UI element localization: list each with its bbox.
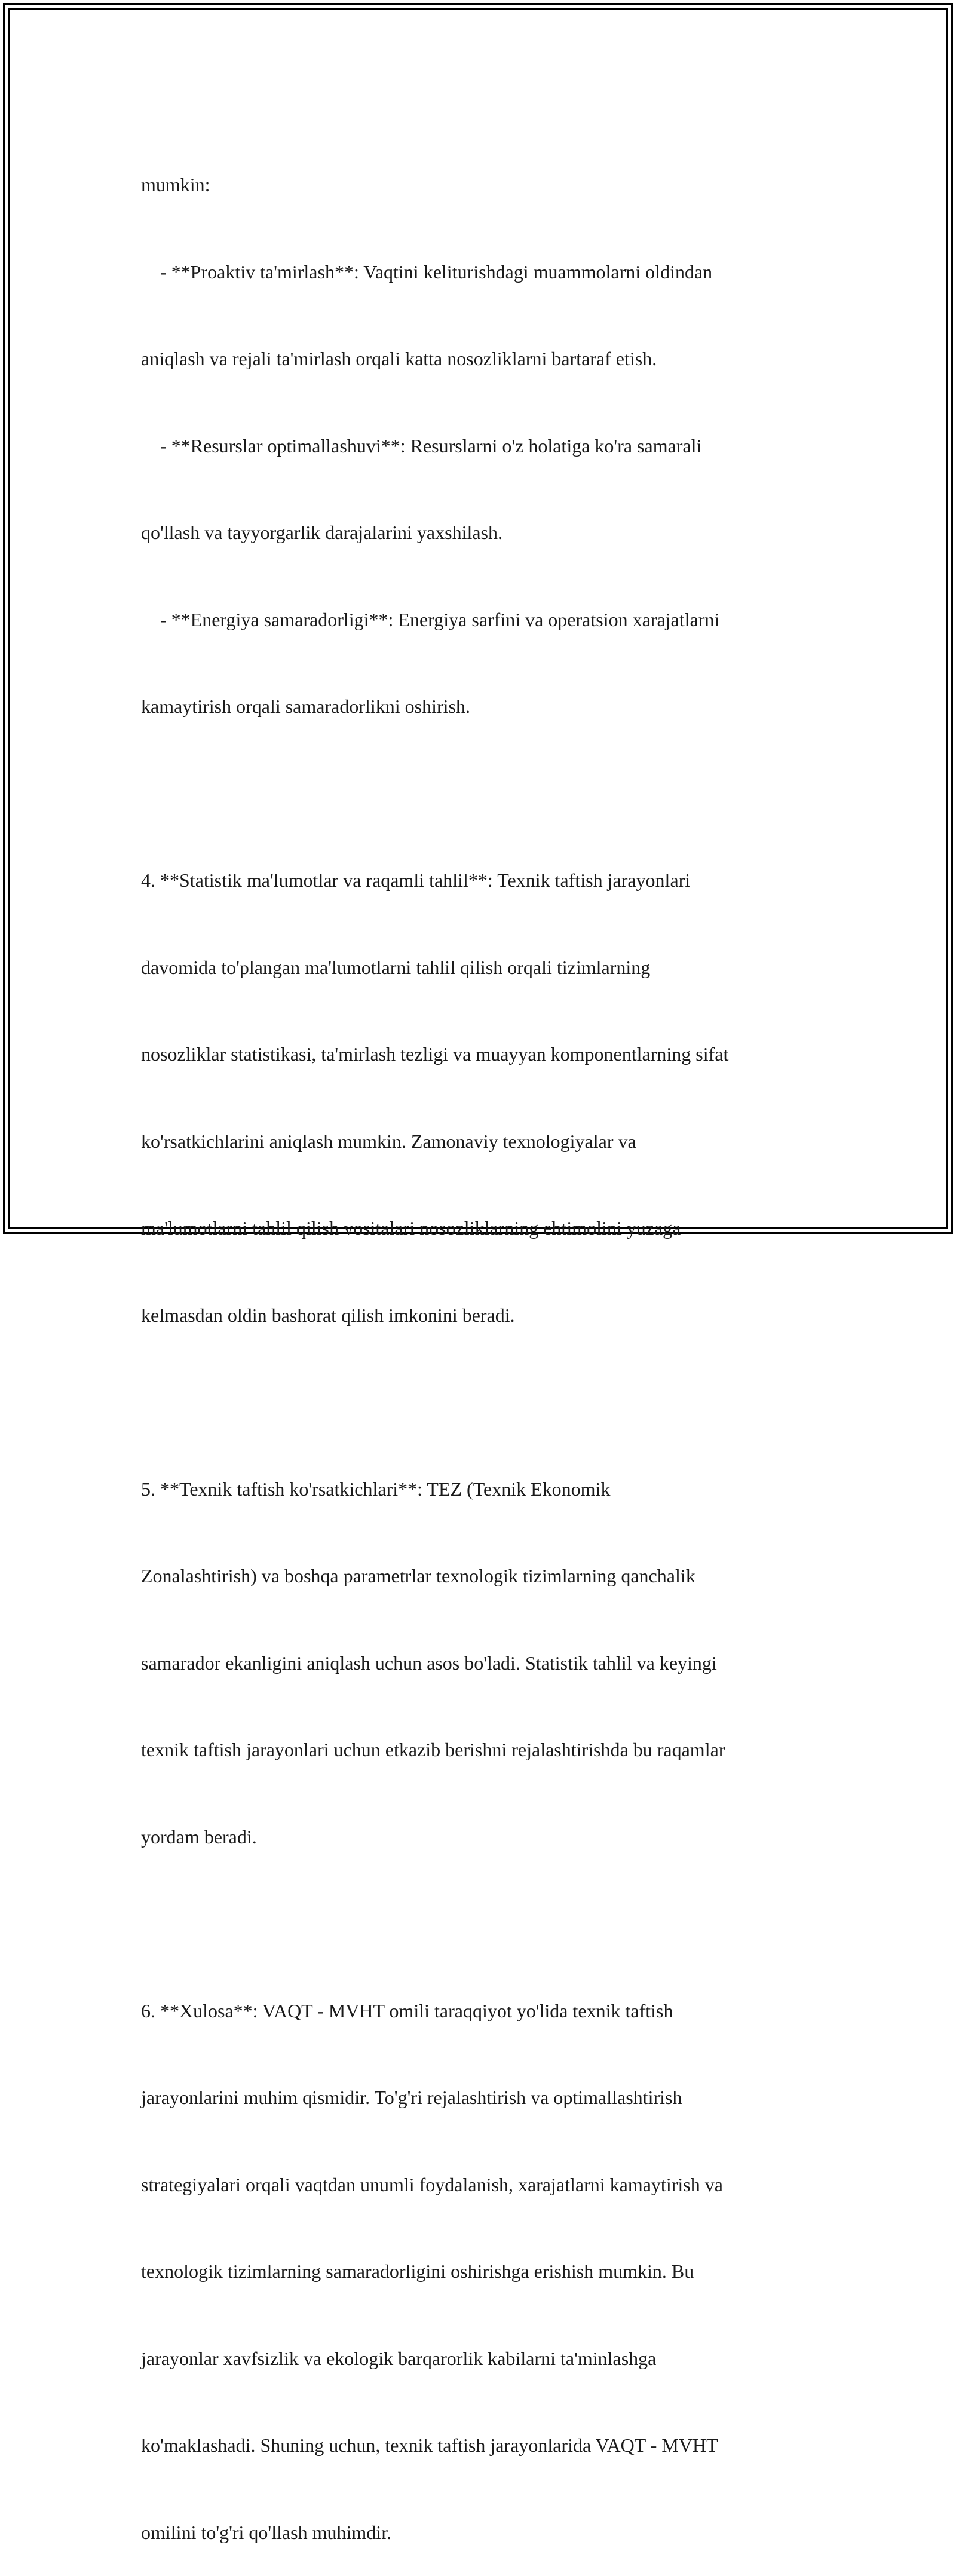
text-line: ma'lumotlarni tahlil qilish vositalari nosozliklarning ehtimolini yuzaga: [141, 1217, 681, 1239]
text-line: ko'rsatkichlarini aniqlash mumkin. Zamonaviy texnologiyalar va: [141, 1130, 636, 1152]
text-line: - **Resurslar optimallashuvi**: Resurslarni o'z holatiga ko'ra samarali: [141, 434, 702, 457]
text-line: mumkin:: [141, 174, 210, 195]
text-line: qo'llash va tayyorgarlik darajalarini yaxshilash.: [141, 522, 502, 543]
text-line: kelmasdan oldin bashorat qilish imkonini beradi.: [141, 1304, 515, 1326]
text-line: - **Proaktiv ta'mirlash**: Vaqtini keliturishdagi muammolarni oldindan: [141, 261, 713, 283]
text-line: aniqlash va rejali ta'mirlash orqali katta nosozliklarni bartaraf etish.: [141, 348, 657, 369]
text-line: 6. **Xulosa**: VAQT - MVHT omili taraqqiyot yo'lida texnik taftish: [141, 1999, 673, 2021]
text-line: nosozliklar statistikasi, ta'mirlash tezligi va muayyan komponentlarning sifat: [141, 1043, 729, 1065]
text-line: davomida to'plangan ma'lumotlarni tahlil qilish orqali tizimlarning: [141, 956, 651, 978]
text-line: 4. **Statistik ma'lumotlar va raqamli tahlil**: Texnik taftish jarayonlari: [141, 869, 691, 891]
text-line: strategiyalari orqali vaqtdan unumli foydalanish, xarajatlarni kamaytirish va: [141, 2173, 723, 2195]
text-line: Zonalashtirish) va boshqa parametrlar texnologik tizimlarning qanchalik: [141, 1565, 695, 1586]
text-line: - **Energiya samaradorligi**: Energiya sarfini va operatsion xarajatlarni: [141, 608, 720, 630]
text-line: jarayonlar xavfsizlik va ekologik barqarorlik kabilarni ta'minlashga: [141, 2347, 657, 2369]
text-line: ko'maklashadi. Shuning uchun, texnik taftish jarayonlarida VAQT - MVHT: [141, 2434, 718, 2456]
text-line: 5. **Texnik taftish ko'rsatkichlari**: TEZ (Texnik Ekonomik: [141, 1478, 611, 1500]
document-body: [141, 112, 822, 2576]
blank-line: [141, 1387, 822, 1417]
text-line: texnik taftish jarayonlari uchun etkazib berishni rejalashtirishda bu raqamlar: [141, 1739, 725, 1760]
blank-line: [141, 1909, 822, 1938]
text-line: kamaytirish orqali samaradorlikni oshirish.: [141, 696, 470, 717]
text-line: texnologik tizimlarning samaradorligini oshirishga erishish mumkin. Bu: [141, 2260, 694, 2282]
text-line: yordam beradi.: [141, 1825, 257, 1848]
text-line: omilini to'g'ri qo'llash muhimdir.: [141, 2521, 392, 2543]
blank-line: [141, 779, 822, 808]
text-line: samarador ekanligini aniqlash uchun asos bo'ladi. Statistik tahlil va keyingi: [141, 1652, 717, 1674]
text-line: jarayonlarini muhim qismidir. To'g'ri rejalashtirish va optimallashtirish: [141, 2087, 682, 2108]
